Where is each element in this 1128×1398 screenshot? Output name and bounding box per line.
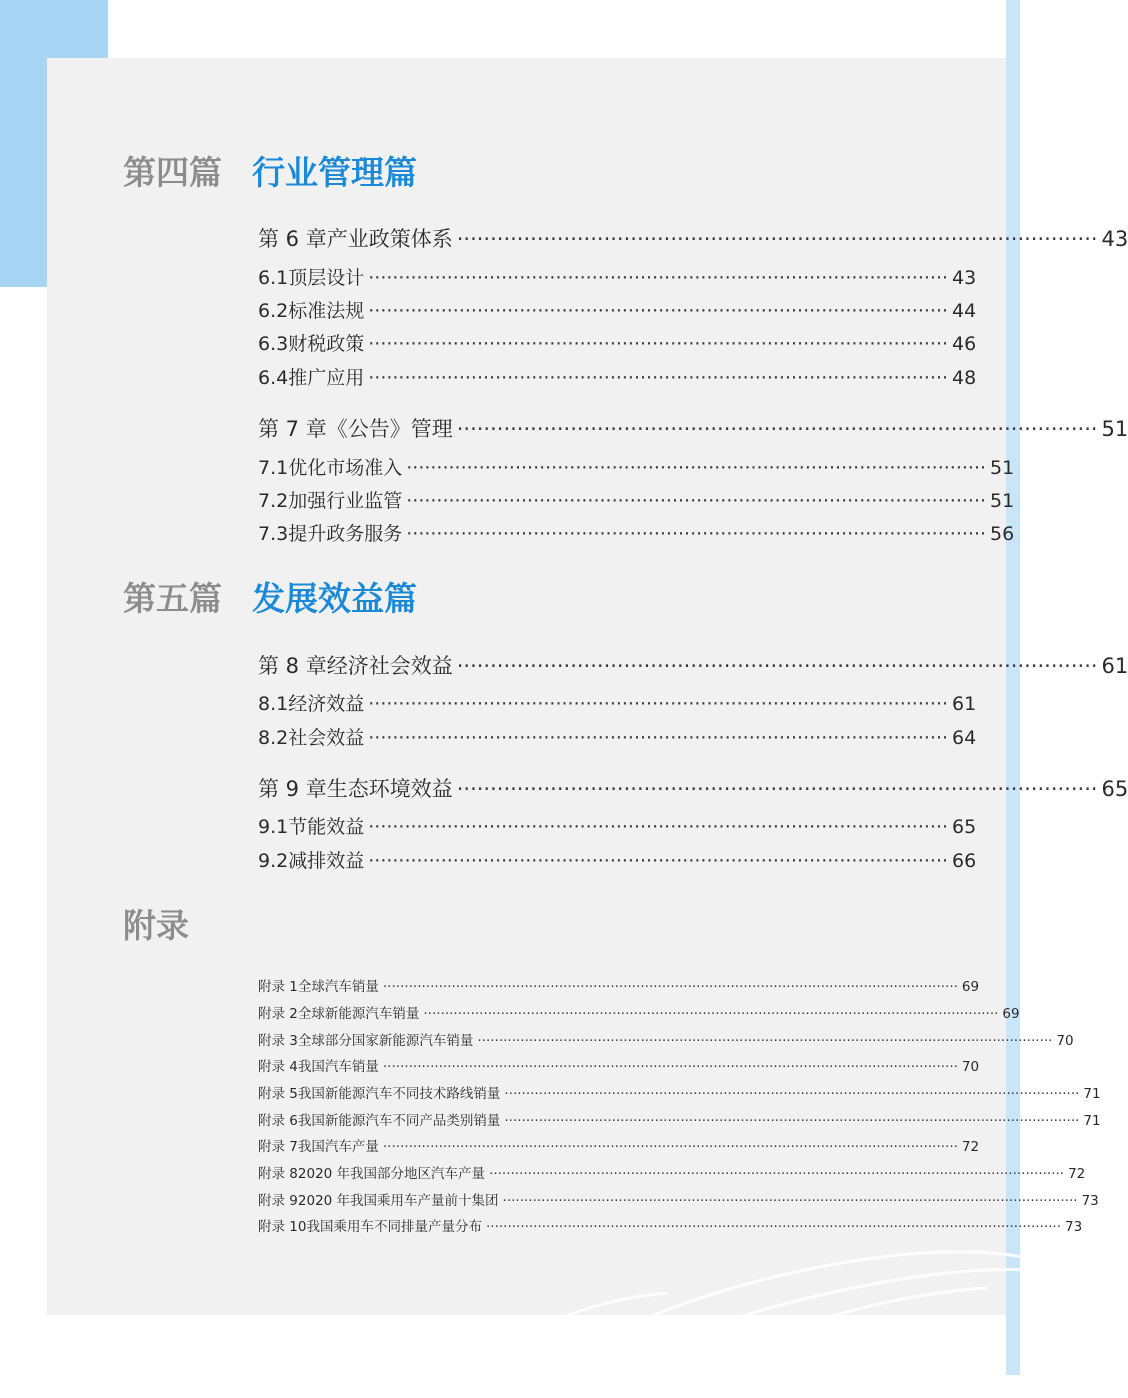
appendix-row[interactable] — [258, 1002, 1020, 1022]
dot-leader: ································································································ — [456, 227, 1098, 251]
part-heading — [123, 579, 417, 619]
page-number: 51 — [990, 457, 1015, 479]
toc-chapter-row[interactable] — [258, 413, 1128, 443]
page-number: 43 — [1101, 227, 1128, 251]
page-number: 73 — [1081, 1193, 1099, 1209]
part-title: 发展效益篇 — [252, 579, 417, 618]
dot-leader: ······································································································································ — [423, 1006, 999, 1022]
dot-leader: ································································································ — [456, 777, 1098, 801]
appendix-item-title: 2020 年我国部分地区汽车产量 — [297, 1166, 486, 1182]
section-number: 9.2 — [258, 850, 289, 872]
appendix-number: 附录 1 — [258, 979, 298, 995]
top-tab-decoration — [47, 0, 108, 58]
toc-chapter-row[interactable] — [258, 773, 1128, 803]
appendix-item-title: 全球汽车销量 — [297, 979, 379, 995]
appendix-number: 附录 9 — [258, 1193, 298, 1209]
section-title: 财税政策 — [288, 333, 365, 355]
appendix-row[interactable] — [258, 975, 980, 995]
section-number: 6.4 — [258, 367, 289, 389]
appendix-item-title: 我国新能源汽车不同技术路线销量 — [297, 1086, 501, 1102]
section-number: 6.1 — [258, 267, 289, 289]
dot-leader: ······································································································································ — [489, 1166, 1065, 1182]
page-number: 70 — [1056, 1033, 1074, 1049]
toc-section-row[interactable] — [258, 453, 1015, 480]
page-number: 56 — [990, 523, 1015, 545]
part-number: 第四篇 — [123, 153, 222, 192]
toc-section-row[interactable] — [258, 846, 977, 873]
chapter-title: 生态环境效益 — [326, 777, 453, 801]
chapter-number: 第 9 章 — [258, 777, 327, 801]
page-number: 51 — [1101, 417, 1128, 441]
side-tab-decoration — [0, 0, 47, 287]
appendix-heading — [123, 906, 189, 946]
page-number: 72 — [1068, 1166, 1086, 1182]
dot-leader: ······································································································································ — [477, 1033, 1053, 1049]
appendix-row[interactable] — [258, 1109, 1101, 1129]
page-number: 69 — [961, 979, 980, 995]
appendix-item-title: 我国汽车销量 — [297, 1059, 379, 1075]
chapter-title: 《公告》管理 — [326, 417, 453, 441]
section-title: 推广应用 — [288, 367, 365, 389]
appendix-item-title: 我国汽车产量 — [297, 1139, 379, 1155]
appendix-row[interactable] — [258, 1189, 1099, 1209]
toc-section-row[interactable] — [258, 723, 977, 750]
page-number: 64 — [952, 727, 977, 749]
section-number: 7.3 — [258, 523, 289, 545]
page-number: 46 — [952, 333, 977, 355]
section-title: 加强行业监管 — [288, 490, 403, 512]
appendix-item-title: 我国新能源汽车不同产品类别销量 — [297, 1113, 501, 1129]
toc-section-row[interactable] — [258, 486, 1015, 513]
section-number: 8.1 — [258, 693, 289, 715]
toc-section-row[interactable] — [258, 363, 977, 390]
appendix-row[interactable] — [258, 1082, 1101, 1102]
dot-leader: ································································································ — [406, 523, 987, 545]
dot-leader: ································································································ — [456, 654, 1098, 678]
section-title: 节能效益 — [288, 816, 365, 838]
page-number: 71 — [1083, 1113, 1101, 1129]
section-title: 经济效益 — [288, 693, 365, 715]
section-number: 9.1 — [258, 816, 289, 838]
section-title: 标准法规 — [288, 300, 365, 322]
dot-leader: ································································································ — [368, 693, 949, 715]
section-number: 6.2 — [258, 300, 289, 322]
section-title: 减排效益 — [288, 850, 365, 872]
appendix-row[interactable] — [258, 1215, 1083, 1235]
appendix-row[interactable] — [258, 1029, 1074, 1049]
toc-chapter-row[interactable] — [258, 650, 1128, 680]
page-number: 73 — [1065, 1219, 1083, 1235]
section-number: 7.1 — [258, 457, 289, 479]
section-number: 8.2 — [258, 727, 289, 749]
toc-section-row[interactable] — [258, 329, 977, 356]
page-number: 44 — [952, 300, 977, 322]
appendix-number: 附录 7 — [258, 1139, 298, 1155]
appendix-item-title: 2020 年我国乘用车产量前十集团 — [297, 1193, 499, 1209]
appendix-number: 附录 2 — [258, 1006, 298, 1022]
section-number: 6.3 — [258, 333, 289, 355]
appendix-row[interactable] — [258, 1135, 980, 1155]
dot-leader: ································································································ — [368, 850, 949, 872]
part-number: 第五篇 — [123, 579, 222, 618]
page-number: 65 — [1101, 777, 1128, 801]
dot-leader: ······································································································································ — [502, 1193, 1078, 1209]
dot-leader: ······································································································································ — [382, 979, 958, 995]
appendix-item-title: 全球新能源汽车销量 — [297, 1006, 420, 1022]
section-number: 7.2 — [258, 490, 289, 512]
appendix-item-title: 全球部分国家新能源汽车销量 — [297, 1033, 474, 1049]
dot-leader: ································································································ — [368, 367, 949, 389]
appendix-row[interactable] — [258, 1055, 980, 1075]
appendix-number: 附录 4 — [258, 1059, 298, 1075]
dot-leader: ································································································ — [368, 333, 949, 355]
dot-leader: ································································································ — [368, 816, 949, 838]
page-number: 70 — [961, 1059, 980, 1075]
toc-chapter-row[interactable] — [258, 223, 1128, 253]
dot-leader: ······································································································································ — [504, 1113, 1080, 1129]
appendix-number: 附录 6 — [258, 1113, 298, 1129]
toc-section-row[interactable] — [258, 812, 977, 839]
page-number: 43 — [952, 267, 977, 289]
part-title: 行业管理篇 — [252, 153, 417, 192]
dot-leader: ······································································································································ — [485, 1219, 1062, 1235]
appendix-title: 附录 — [123, 906, 189, 945]
page-number: 69 — [1002, 1006, 1020, 1022]
dot-leader: ······································································································································ — [504, 1086, 1080, 1102]
chapter-title: 产业政策体系 — [326, 227, 453, 251]
page-number: 66 — [952, 850, 977, 872]
part-heading — [123, 153, 417, 193]
page-number: 61 — [952, 693, 977, 715]
section-title: 优化市场准入 — [288, 457, 403, 479]
dot-leader: ································································································ — [406, 457, 987, 479]
section-title: 社会效益 — [288, 727, 365, 749]
dot-leader: ······································································································································ — [382, 1059, 958, 1075]
chapter-title: 经济社会效益 — [326, 654, 453, 678]
page-number: 48 — [952, 367, 977, 389]
appendix-number: 附录 5 — [258, 1086, 298, 1102]
chapter-number: 第 7 章 — [258, 417, 327, 441]
appendix-number: 附录 10 — [258, 1219, 307, 1235]
toc-section-row[interactable] — [258, 296, 977, 323]
section-title: 提升政务服务 — [288, 523, 403, 545]
toc-section-row[interactable] — [258, 263, 977, 290]
dot-leader: ································································································ — [368, 267, 949, 289]
page-number: 61 — [1101, 654, 1128, 678]
dot-leader: ································································································ — [368, 727, 949, 749]
dot-leader: ································································································ — [368, 300, 949, 322]
dot-leader: ······································································································································ — [382, 1139, 958, 1155]
toc-section-row[interactable] — [258, 689, 977, 716]
page-number: 71 — [1083, 1086, 1101, 1102]
chapter-number: 第 8 章 — [258, 654, 327, 678]
page-number: 51 — [990, 490, 1015, 512]
page-number: 65 — [952, 816, 977, 838]
appendix-row[interactable] — [258, 1162, 1086, 1182]
dot-leader: ································································································ — [406, 490, 987, 512]
section-title: 顶层设计 — [288, 267, 365, 289]
appendix-item-title: 我国乘用车不同排量产量分布 — [306, 1219, 482, 1235]
appendix-number: 附录 3 — [258, 1033, 298, 1049]
appendix-number: 附录 8 — [258, 1166, 298, 1182]
toc-section-row[interactable] — [258, 519, 1015, 546]
page-number: 72 — [961, 1139, 980, 1155]
chapter-number: 第 6 章 — [258, 227, 327, 251]
dot-leader: ································································································ — [456, 417, 1098, 441]
